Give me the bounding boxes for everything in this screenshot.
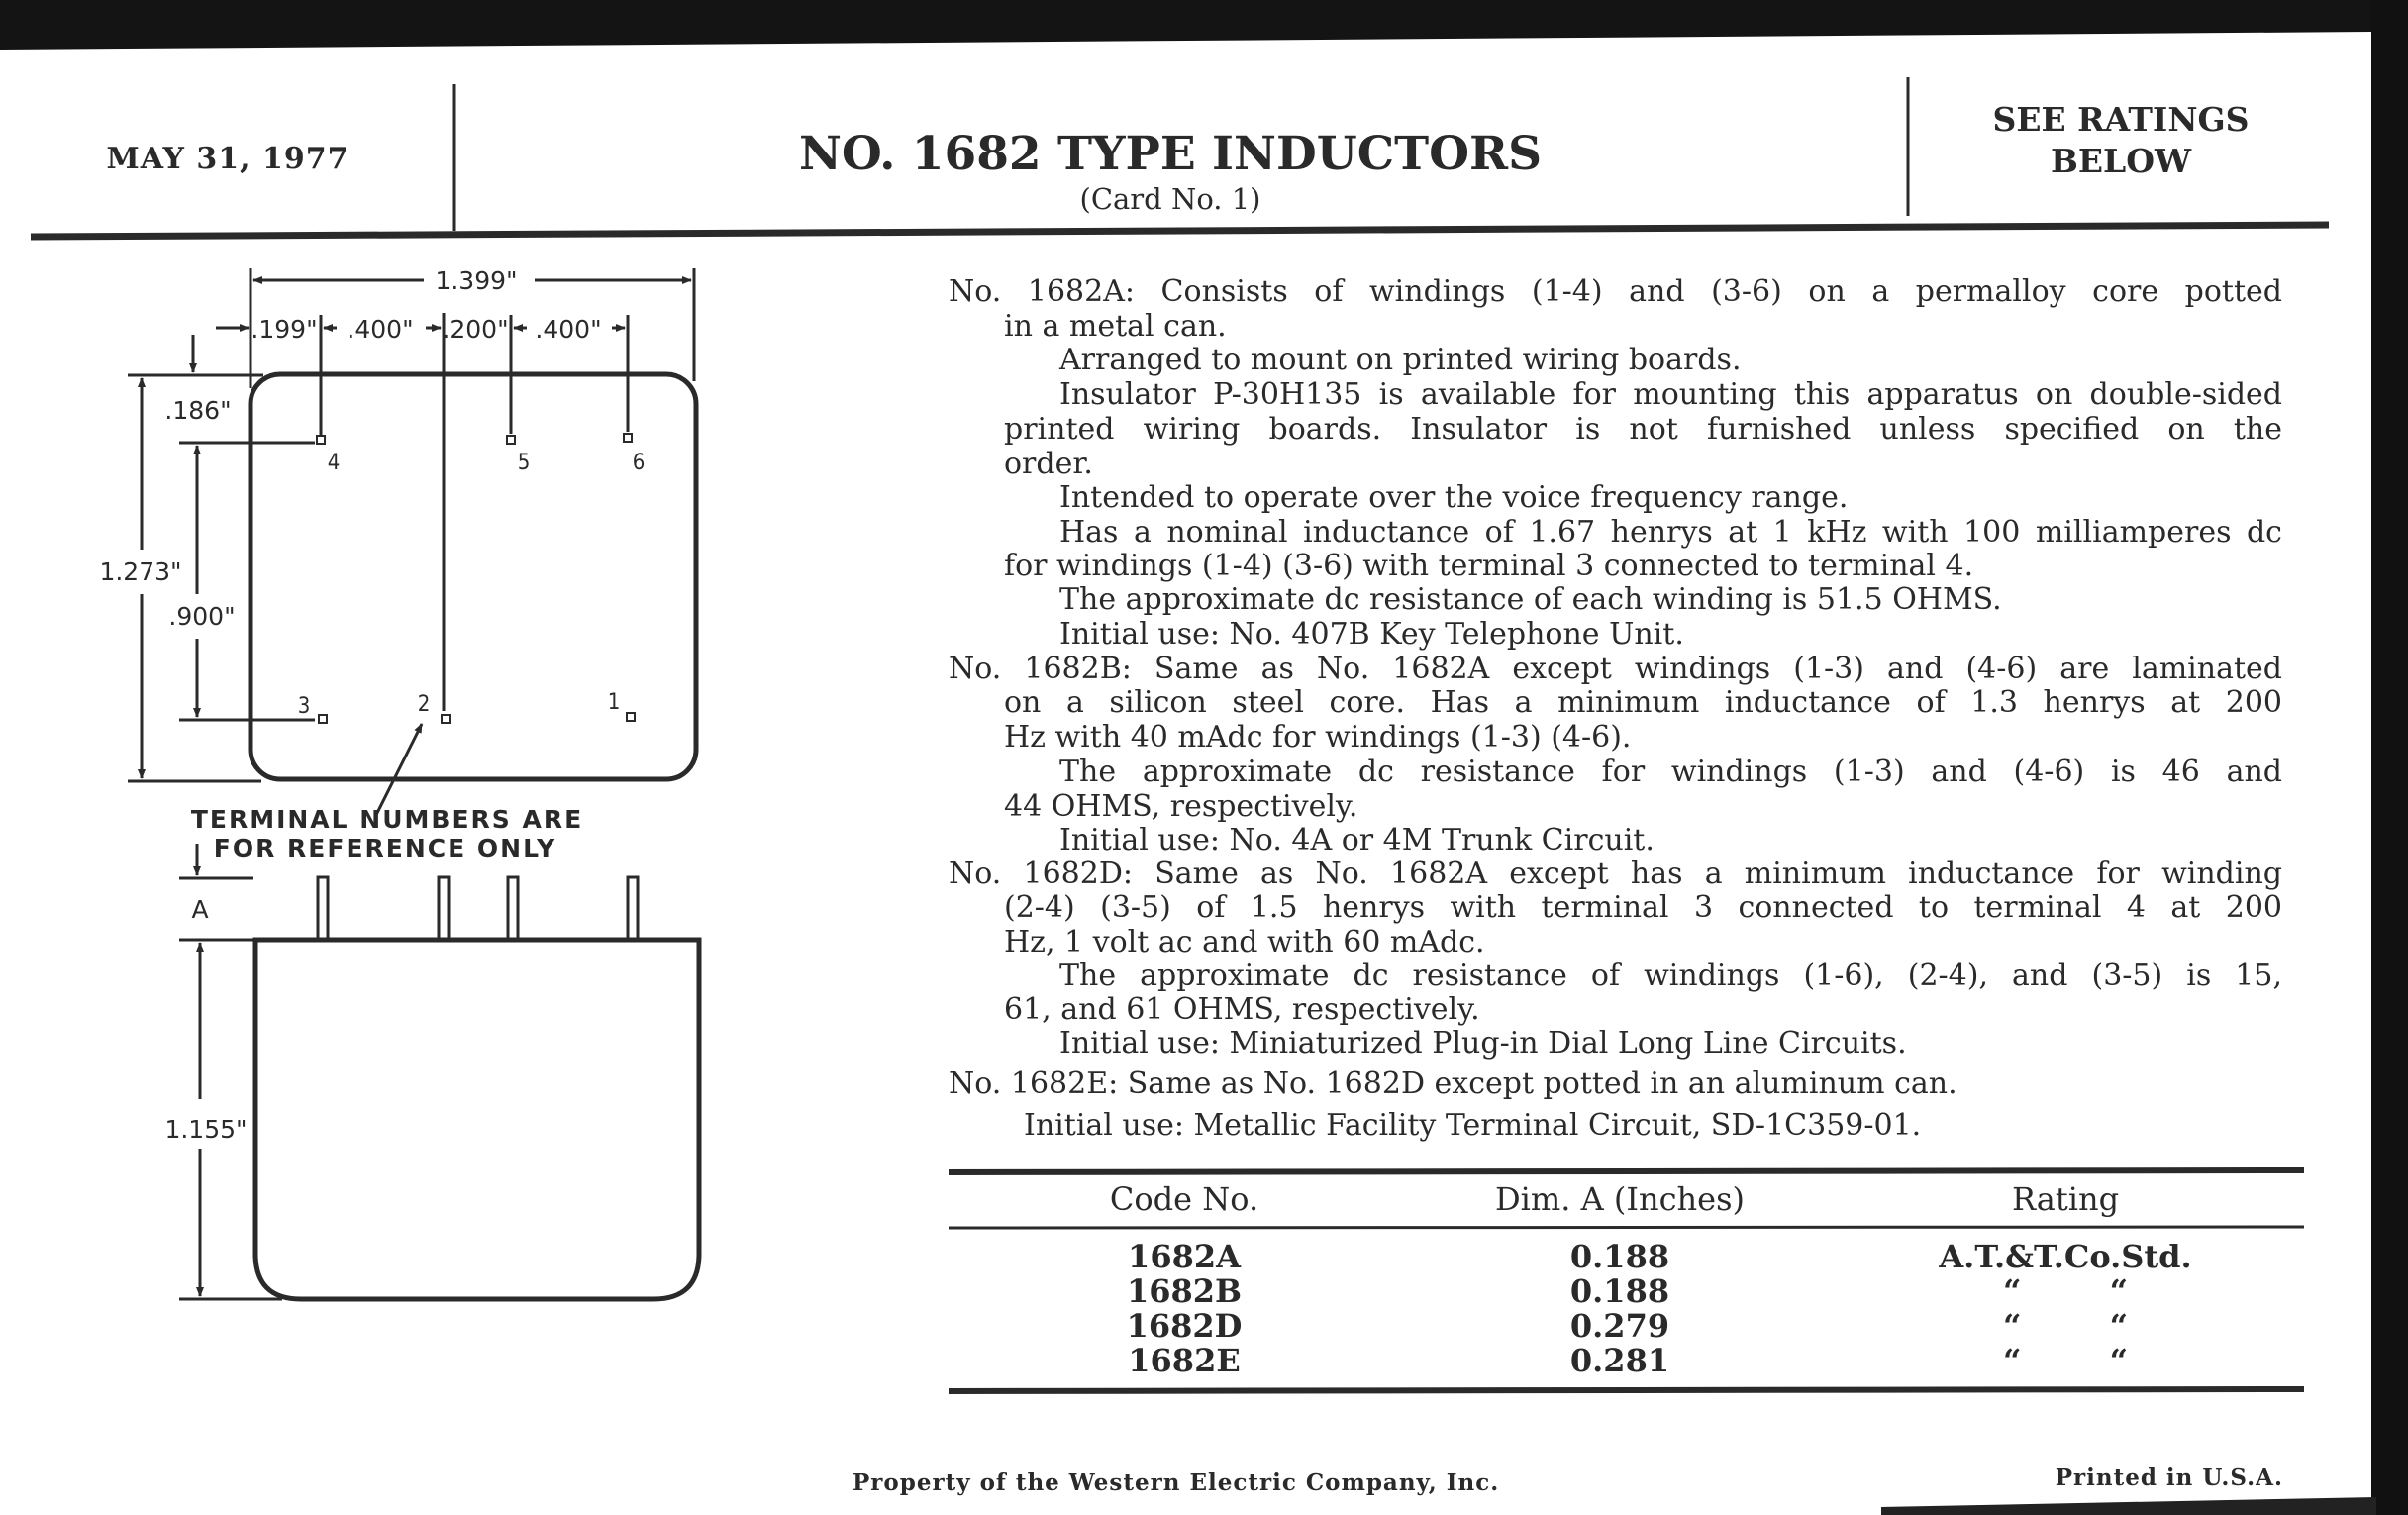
description-line: The approximate dc resistance of windings (1-6), (2-4), and (3-5) is 15, <box>1059 959 2282 993</box>
terminal-3-pad <box>319 715 327 723</box>
description-line: order. <box>1004 447 1093 481</box>
table-row-1-cell-code: 1682A <box>1128 1238 1241 1275</box>
terminal-lead <box>508 877 518 940</box>
description-line: Initial use: No. 407B Key Telephone Unit. <box>1059 617 1684 652</box>
overall-width-label: 1.399" <box>435 266 518 295</box>
terminal-lead <box>318 877 328 940</box>
terminal-1-pad <box>627 713 635 721</box>
page-title: NO. 1682 TYPE INDUCTORS <box>798 127 1543 181</box>
dim-a-label: A <box>191 895 209 924</box>
description-line: in a metal can. <box>1004 309 1227 344</box>
table-row-3-cell-rating: “ “ <box>2003 1307 2128 1345</box>
description-line: 61, and 61 OHMS, respectively. <box>1004 992 1480 1027</box>
table-row-4-cell-code: 1682E <box>1128 1342 1241 1379</box>
table-row-1-cell-rating: A.T.&T.Co.Std. <box>1939 1238 2192 1275</box>
table-row-1-cell-dim-a: 0.188 <box>1569 1238 1670 1275</box>
terminal-lead <box>439 877 449 940</box>
table-row-4-cell-dim-a: 0.281 <box>1569 1342 1670 1379</box>
spacing-label: .200" <box>442 315 509 344</box>
spacing-label: .199" <box>251 315 318 344</box>
ratings-note-line-1: SEE RATINGS <box>1992 100 2250 139</box>
terminal-label-4: 4 <box>327 451 341 475</box>
terminal-note-line-1: TERMINAL NUMBERS ARE <box>190 805 584 834</box>
description-line: Initial use: Metallic Facility Terminal Circuit, SD-1C359-01. <box>1024 1108 1922 1143</box>
description-line: (2-4) (3-5) of 1.5 henrys with terminal 3 connected to terminal 4 at 200 <box>1004 890 2282 925</box>
description-line: The approximate dc resistance for windings (1-3) and (4-6) is 46 and <box>1059 755 2282 789</box>
description-line: Hz, 1 volt ac and with 60 mAdc. <box>1004 925 1485 960</box>
terminal-label-3: 3 <box>297 694 311 719</box>
terminal-label-1: 1 <box>607 690 621 715</box>
description-line: Has a nominal inductance of 1.67 henrys at 1 kHz with 100 milliamperes dc <box>1059 515 2282 550</box>
description-line: Arranged to mount on printed wiring boards. <box>1059 343 1742 377</box>
property-notice: Property of the Western Electric Company, Inc. <box>853 1469 1500 1496</box>
table-row-3-cell-code: 1682D <box>1126 1307 1243 1345</box>
description-line: No. 1682E: Same as No. 1682D except potted in an aluminum can. <box>949 1066 1957 1101</box>
card-number: (Card No. 1) <box>1079 182 1261 216</box>
side-view-outline <box>255 940 699 1299</box>
terminal-lead <box>628 877 638 940</box>
column-header-dim-a: Dim. A (Inches) <box>1495 1180 1745 1218</box>
height-label: 1.155" <box>164 1115 248 1144</box>
description-line: Insulator P-30H135 is available for mounting this apparatus on double-sided <box>1059 377 2282 412</box>
terminal-note-line-2: FOR REFERENCE ONLY <box>213 834 557 862</box>
description-line: No. 1682A: Consists of windings (1-4) and (3-6) on a permalloy core potted <box>949 274 2282 309</box>
table-row-3-cell-dim-a: 0.279 <box>1569 1307 1670 1345</box>
terminal-label-5: 5 <box>517 451 531 475</box>
description-line: 44 OHMS, respectively. <box>1004 789 1358 824</box>
terminal-label-6: 6 <box>632 451 646 475</box>
description-line: Hz with 40 mAdc for windings (1-3) (4-6). <box>1004 720 1632 755</box>
issue-date: MAY 31, 1977 <box>106 142 350 176</box>
terminal-2-pad <box>442 715 450 723</box>
terminal-note-arrow <box>376 724 422 815</box>
terminal-label-2: 2 <box>417 692 431 717</box>
description-line: Initial use: Miniaturized Plug-in Dial Long Line Circuits. <box>1059 1026 1907 1060</box>
terminal-6-pad <box>624 434 632 442</box>
terminal-5-pad <box>507 436 515 444</box>
description-line: No. 1682D: Same as No. 1682A except has a minimum inductance for winding <box>949 857 2282 891</box>
table-row-2-cell-rating: “ “ <box>2003 1272 2128 1310</box>
overall-depth-label: 1.273" <box>99 557 182 586</box>
description-line: on a silicon steel core. Has a minimum inductance of 1.3 henrys at 200 <box>1004 685 2282 720</box>
column-header-code: Code No. <box>1109 1180 1259 1218</box>
table-row-2-cell-dim-a: 0.188 <box>1569 1272 1670 1310</box>
description-line: The approximate dc resistance of each winding is 51.5 OHMS. <box>1059 582 2002 617</box>
printed-in: Printed in U.S.A. <box>2055 1464 2283 1491</box>
description-line: Intended to operate over the voice frequency range. <box>1059 480 1849 515</box>
description-line: No. 1682B: Same as No. 1682A except windings (1-3) and (4-6) are laminated <box>949 652 2282 686</box>
table-row-4-cell-rating: “ “ <box>2003 1342 2128 1379</box>
pin-row-spacing-label: .900" <box>168 602 236 631</box>
description-line: for windings (1-4) (3-6) with terminal 3 connected to terminal 4. <box>1004 549 1974 583</box>
spacing-label: .400" <box>347 315 414 344</box>
description-line: printed wiring boards. Insulator is not furnished unless specified on the <box>1004 412 2282 447</box>
description-line: Initial use: No. 4A or 4M Trunk Circuit. <box>1059 823 1655 858</box>
column-header-rating: Rating <box>2011 1180 2120 1218</box>
terminal-4-pad <box>317 436 325 444</box>
spacing-label: .400" <box>535 315 602 344</box>
table-row-2-cell-code: 1682B <box>1126 1272 1243 1310</box>
ratings-note-line-2: BELOW <box>2050 142 2192 180</box>
top-offset-label: .186" <box>164 396 232 425</box>
